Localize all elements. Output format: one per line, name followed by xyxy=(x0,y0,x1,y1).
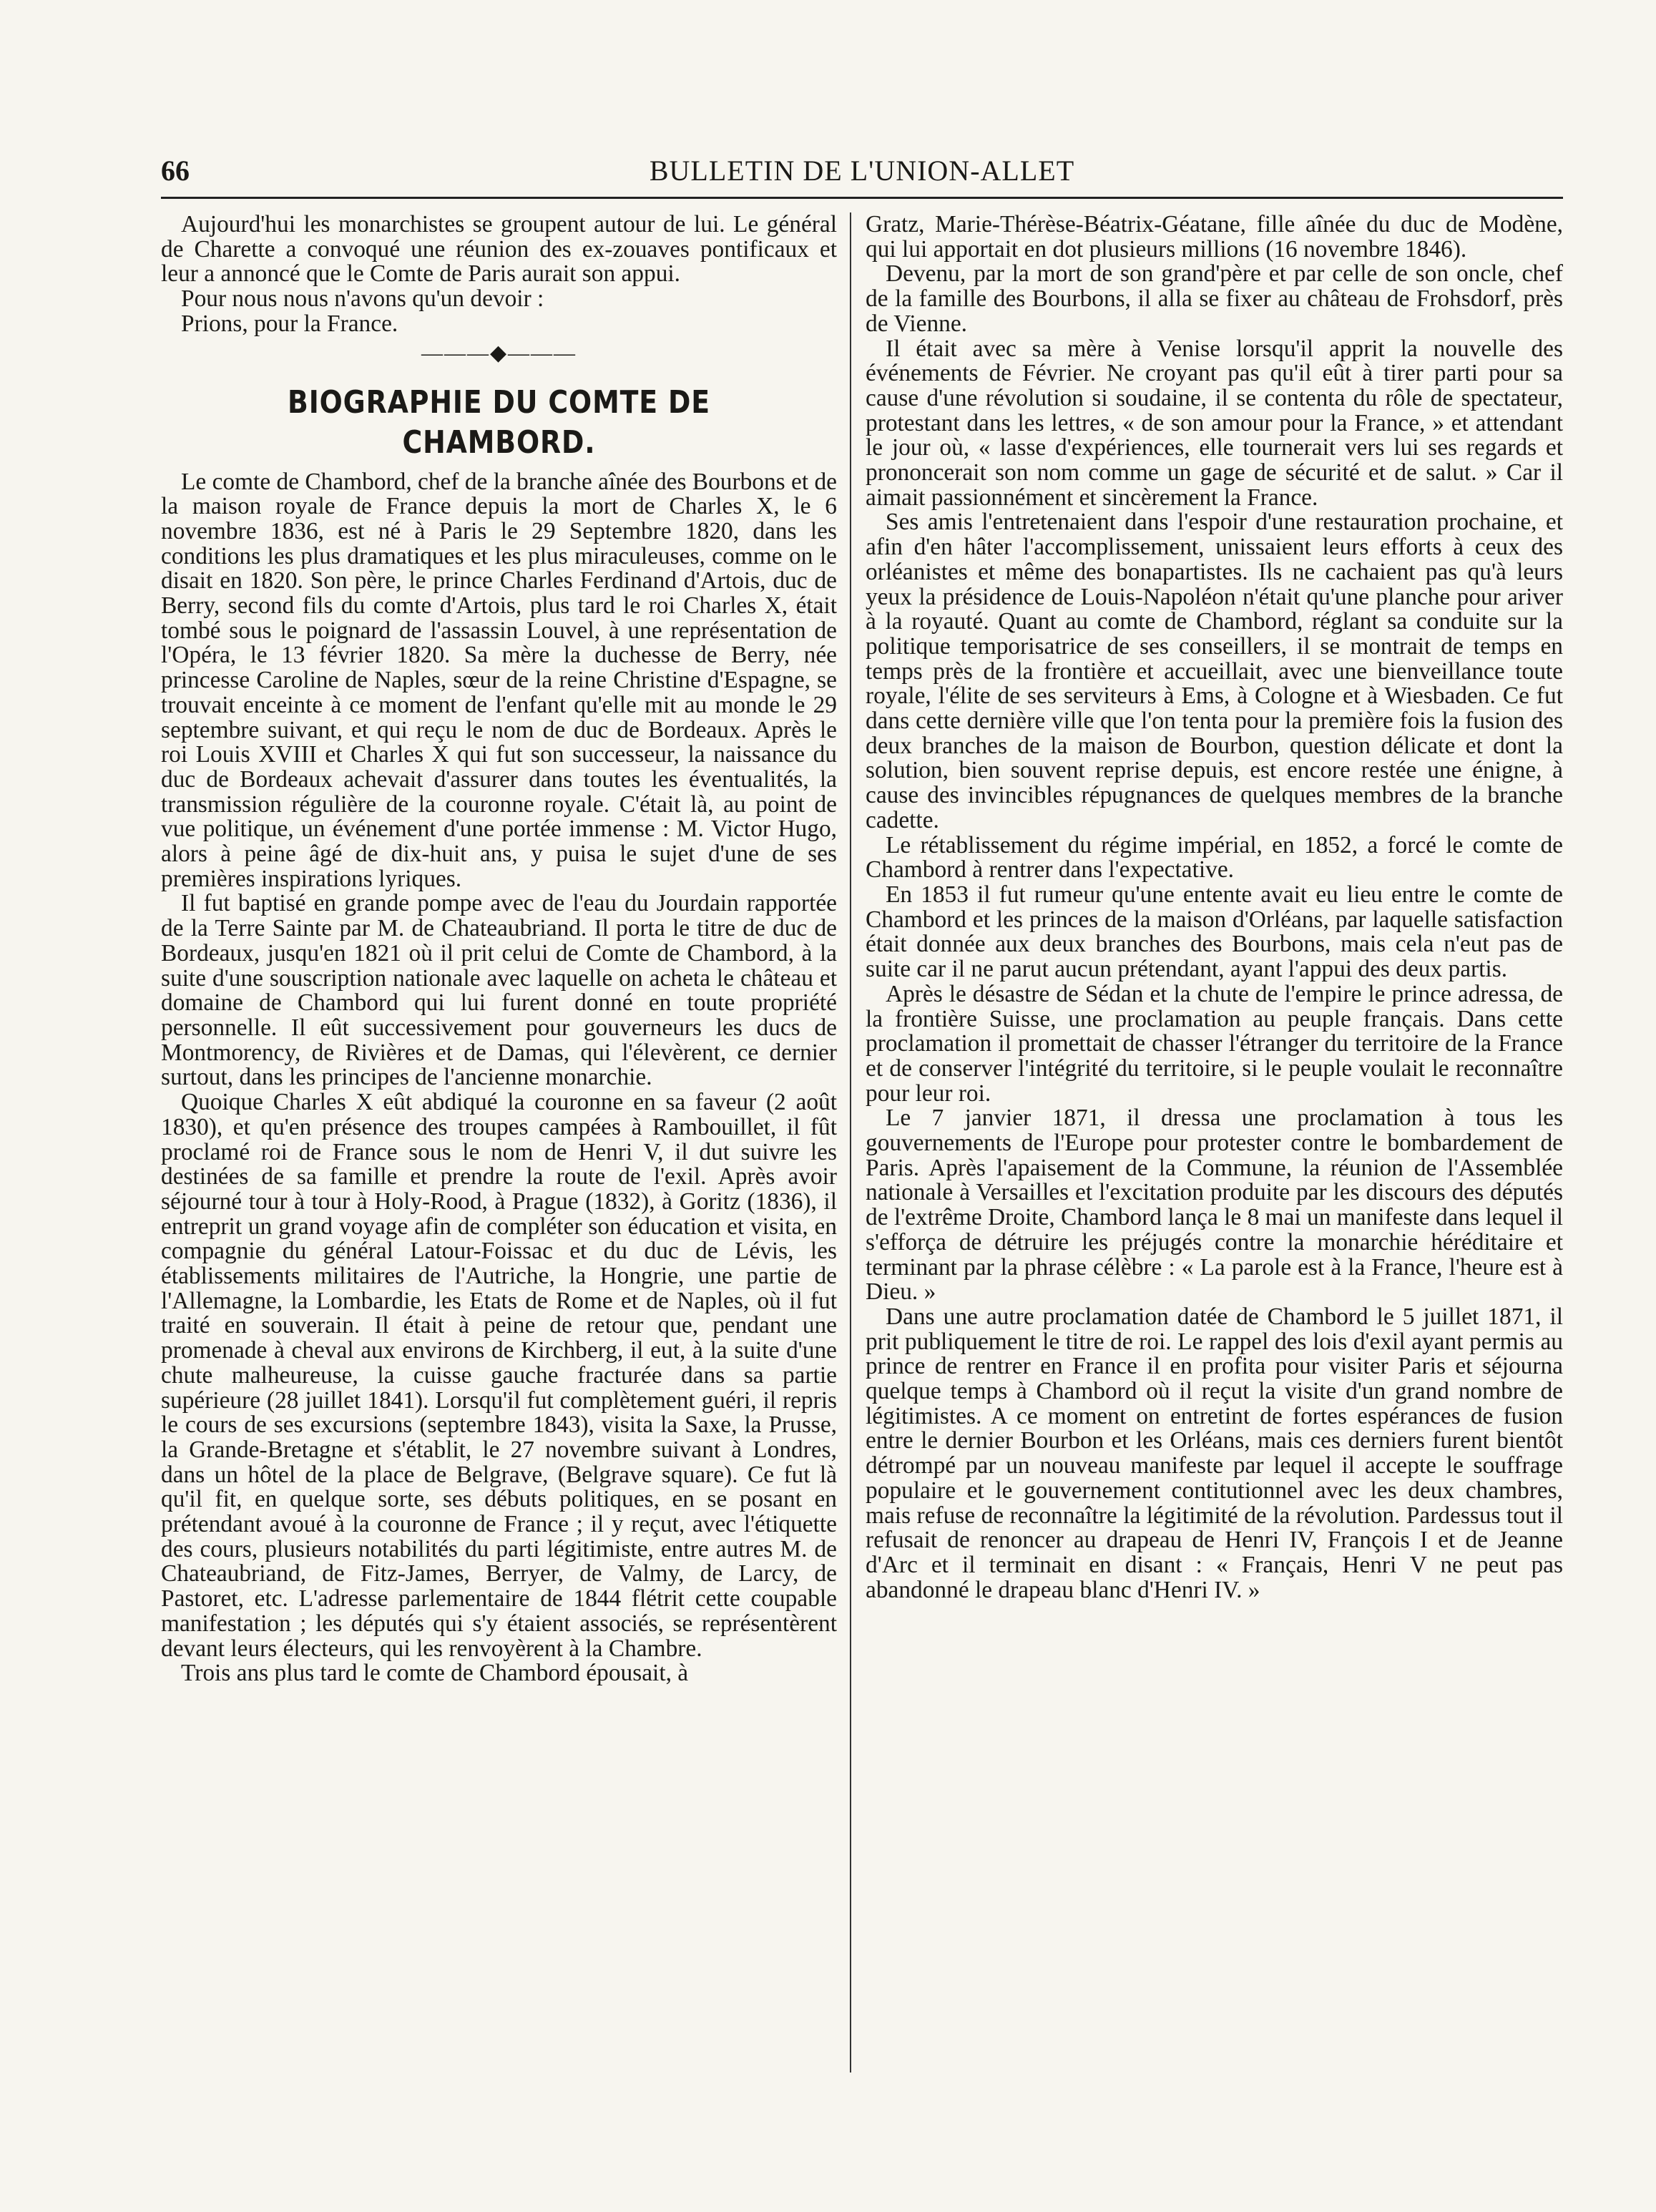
body-paragraph: Trois ans plus tard le comte de Chambord épousait, à xyxy=(181,1660,689,1687)
body-paragraph: Le 7 janvier 1871, il dressa une proclamation à tous les gouvernements de l'Europe pour protester contre le bombardement de Paris. Après l'apaisement de la Commune, la réunion de l'Assemblée nationale à Versailles et l'excitation produite par les discours des députés de l'extrême Droite, Chambord lança le 8 mai un manifeste dans lequel il s'efforça de détruire les préjugés contre la monarchie héréditaire et terminant par la phrase célèbre : « La parole est à la France, l'heure est à Dieu. » xyxy=(866,1105,1563,1306)
separator-ornament: ———◆——— xyxy=(421,341,577,365)
body-paragraph: Après le désastre de Sédan et la chute de l'empire le prince adressa, de la frontière Suisse, une proclamation au peuple français. Dans cette proclamation il promettait de chasser l'étranger du territoire de la France et de conserver l'intégrité du territoire, si le peuple voulait le reconnaître pour leur roi. xyxy=(866,980,1563,1107)
body-paragraph: Il était avec sa mère à Venise lorsqu'il apprit la nouvelle des événements de Février. Ne croyant pas qu'il eût à tirer parti pour sa cause d'une révolution si soudaine, il se contenta du rôle de spectateur, protestant dans les lettres, « de son amour pour la France, » et attendant le jour où, « lasse d'expériences, elle tournerait vers lui ses regards et prononcerait son nom comme un gage de sécurité et de salut. » Car il aimait passionnément et sincèrement la France. xyxy=(866,335,1563,511)
running-title: BULLETIN DE L'UNION-ALLET xyxy=(649,155,1075,187)
intro-paragraph: Pour nous nous n'avons qu'un devoir : xyxy=(181,285,544,313)
body-paragraph: Devenu, par la mort de son grand'père et par celle de son oncle, chef de la famille des Bourbons, il alla se fixer au château de Frohsdorf, près de Vienne. xyxy=(866,260,1563,337)
body-paragraph: Gratz, Marie-Thérèse-Béatrix-Géatane, fille aînée du duc de Modène, qui lui apportait en dot plusieurs millions (16 novembre 1846). xyxy=(866,212,1563,263)
page-number: 66 xyxy=(161,155,190,187)
body-paragraph: Dans une autre proclamation datée de Chambord le 5 juillet 1871, il prit publiquement le titre de roi. Le rappel des lois d'exil ayant permis au prince de rentrer en France il en profita pour visiter Paris et séjourna quelque temps à Chambord où il reçut la visite d'un grand nombre de légitimistes. A ce moment on entretint de fortes espérances de fusion entre le dernier Bourbon et les Orléans, mais ces derniers furent bientôt détrompé par un nouveau manifeste par lequel il accepte le souffrage populaire et le gouvernement contitutionnel avec les deux chambres, mais refuse de reconnaître la légitimité de la révolution. Pardessus tout il refusait de renoncer au drapeau de Henri IV, François I et de Jeanne d'Arc et il terminait en disant : « Français, Henri V ne peut pas abandonné le drapeau blanc d'Henri IV. » xyxy=(866,1303,1563,1603)
body-paragraph: Quoique Charles X eût abdiqué la couronne en sa faveur (2 août 1830), et qu'en présence des troupes campées à Rambouillet, il fût proclamé roi de France sous le nom de Henri V, il dut suivre les destinées de sa famille et prendre la route de l'exil. Après avoir séjourné tour à tour à Holy-Rood, à Prague (1832), à Goritz (1836), il entreprit un grand voyage afin de compléter son éducation et visita, en compagnie du général Latour-Foissac et du duc de Lévis, les établissements militaires de l'Autriche, la Hongrie, une partie de l'Allemagne, la Lombardie, les Etats de Rome et de Naples, où il fut traité en souverain. Il était à peine de retour que, pendant une promenade à cheval aux environs de Kirchberg, il eut, à la suite d'une chute malheureuse, la cuisse gauche fracturée dans sa partie supérieure (28 juillet 1841). Lorsqu'il fut complètement guéri, il repris le cours de ses excursions (septembre 1843), visita la Saxe, la Prusse, la Grande-Bretagne et s'établit, le 27 novembre suivant à Londres, dans un hôtel de la place de Belgrave, (Belgrave square). Ce fut là qu'il fit, en quelque sorte, ses débuts politiques, en se posant en prétendant avoué à la couronne de France ; il y reçut, avec l'étiquette des cours, plusieurs notabilités du parti légitimiste, entre autres M. de Chateaubriand, de Fitz-James, Berryer, de Valmy, de Larcy, de Pastoret, etc. L'adresse parlementaire de 1844 flétrit cette coupable manifestation ; les députés qui s'y étaient associés, se représentèrent devant leurs électeurs, qui les renvoyèrent à la Chambre. xyxy=(161,1089,837,1662)
page-header xyxy=(161,154,1563,199)
body-paragraph: Le rétablissement du régime impérial, en 1852, a forcé le comte de Chambord à rentrer dans l'expectative. xyxy=(866,831,1563,884)
left-column xyxy=(161,212,837,2080)
body-paragraph: En 1853 il fut rumeur qu'une entente avait eu lieu entre le comte de Chambord et les princes de la maison d'Orléans, par laquelle satisfaction était donnée aux deux branches des Bourbons, mais cela n'eut pas de suite car il ne parut aucun prétendant, ayant l'appui des deux partis. xyxy=(866,881,1563,983)
body-paragraph: Ses amis l'entretenaient dans l'espoir d'une restauration prochaine, et afin d'en hâter l'accomplissement, unissaient leurs efforts à ceux des orléanistes et même des bonapartistes. Ils ne cachaient pas qu'à leurs yeux la présidence de Louis-Napoléon n'était qu'une planche pour ariver à la royauté. Quant au comte de Chambord, réglant sa conduite sur la politique temporisatrice de ses conseillers, il se montrait de temps en temps près de la frontière et accueillait, avec une bienveillance toute royale, l'élite de ses serviteurs à Ems, à Cologne et à Wiesbaden. Ce fut dans cette dernière ville que l'on tenta pour la première fois la fusion des deux branches de la maison de Bourbon, question délicate et dont la solution, bien souvent reprise depuis, est encore restée une énigne, à cause des invincibles répugnances de quelques membres de la branche cadette. xyxy=(866,509,1563,833)
body-paragraph: Il fut baptisé en grande pompe avec de l'eau du Jourdain rapportée de la Terre Sainte par M. de Chateaubriand. Il porta le titre de duc de Bordeaux, jusqu'en 1821 où il prit celui de Comte de Chambord, à la suite d'une souscription nationale avec laquelle on acheta le château et domaine de Chambord qui lui furent donné en toute propriété personnelle. Il eût successivement pour gouverneurs les ducs de Montmorency, de Rivières et de Damas, qui l'élevèrent, ce dernier surtout, dans les principes de l'ancienne monarchie. xyxy=(161,890,837,1091)
intro-paragraph: Prions, pour la France. xyxy=(181,310,398,337)
section-title: BIOGRAPHIE DU COMTE DE CHAMBORD. xyxy=(287,383,710,461)
body-paragraph: Le comte de Chambord, chef de la branche aînée des Bourbons et de la maison royale de France depuis la mort de Charles X, le 6 novembre 1836, est né à Paris le 29 Septembre 1820, dans les conditions les plus dramatiques et les plus miraculeuses, comme on le disait en 1820. Son père, le prince Charles Ferdinand d'Artois, duc de Berry, second fils du comte d'Artois, plus tard le roi Charles X, était tombé sous le poignard de l'assassin Louvel, à une représentation de l'Opéra, le 13 février 1820. Sa mère la duchesse de Berry, née princesse Caroline de Naples, sœur de la reine Christine d'Espagne, se trouvait enceinte à ce moment de l'enfant qu'elle mit au monde le 29 septembre suivant, et qui reçu le nom de duc de Bordeaux. Après le roi Louis XVIII et Charles X qui fut son successeur, la naissance du duc de Bordeaux achevait d'assurer dans toutes les éventualités, la transmission régulière de la couronne royale. C'était là, au point de vue politique, un événement d'une portée immense : M. Victor Hugo, alors à peine âgé de dix-huit ans, y puisa le sujet d'une de ses premières inspirations lyriques. xyxy=(161,468,837,892)
column-divider xyxy=(850,212,851,2072)
intro-paragraph: Aujourd'hui les monarchistes se groupent autour de lui. Le général de Charette a convoqué une réunion des ex-zouaves pontificaux et leur a annoncé que le Comte de Paris aurait son appui. xyxy=(161,212,837,288)
right-column xyxy=(866,212,1563,2080)
